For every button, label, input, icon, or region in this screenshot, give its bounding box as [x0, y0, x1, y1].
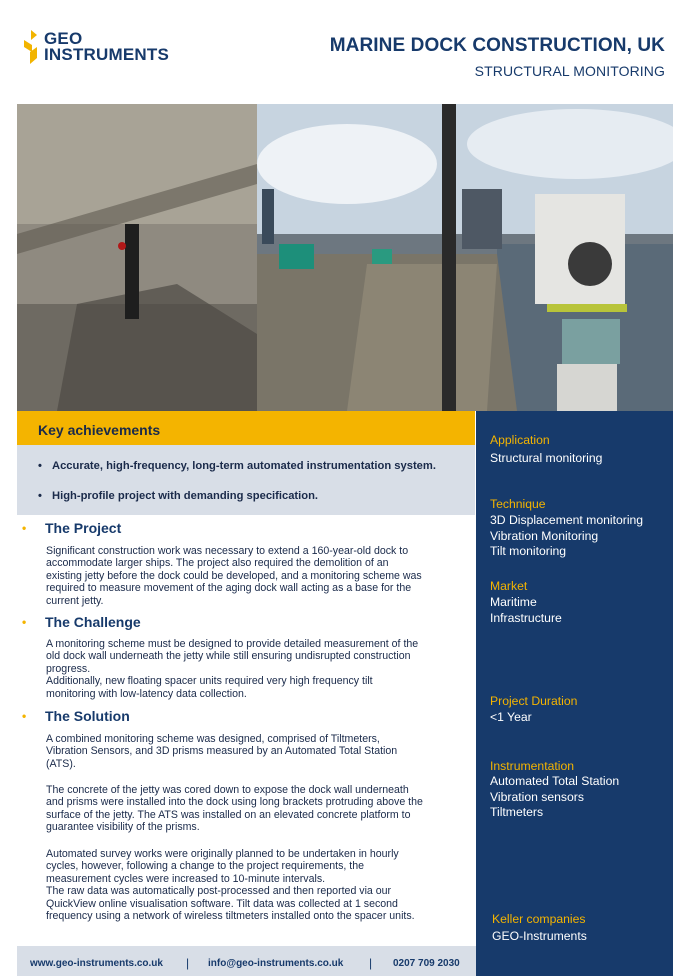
text-line: The concrete of the jetty was cored down to expose the dock wall underneath	[46, 784, 409, 796]
section-heading-text: The Solution	[45, 708, 130, 724]
text-line: The raw data was automatically post-processed and then reported via our	[46, 885, 392, 898]
bullet-icon: •	[22, 521, 27, 535]
text-line: Significant construction work was necessary to extend a 160-year-old dock to	[46, 545, 409, 557]
text-line: and prisms were installed into the dock using long brackets protruding above the	[46, 796, 423, 809]
sidebar-value: Automated Total Station	[490, 774, 620, 788]
text-line: Vibration Sensors, and 3D prisms measured by an Automated Total Station	[46, 745, 398, 758]
sidebar-value: Vibration sensors	[490, 789, 584, 804]
logo-text	[44, 31, 169, 63]
sidebar-values-duration	[490, 710, 532, 726]
footer-phone: 0207 709 2030	[393, 958, 460, 969]
sidebar-values-technique	[490, 513, 643, 560]
project-photo	[17, 104, 673, 411]
solution-paragraph-2	[46, 784, 460, 834]
sidebar-values-keller	[492, 929, 587, 945]
sidebar-value: Vibration Monitoring	[490, 528, 599, 543]
footer-separator: |	[369, 956, 373, 970]
footer-email-link[interactable]: info@geo-instruments.co.uk	[208, 958, 344, 969]
section-heading-text: The Project	[45, 520, 122, 536]
challenge-paragraph	[46, 638, 460, 700]
project-paragraph	[46, 545, 460, 607]
solution-paragraph-1	[46, 733, 460, 770]
logo-mark-icon	[24, 30, 38, 64]
text-line: current jetty.	[46, 594, 104, 607]
sidebar-values-market	[490, 595, 562, 626]
footer-separator: |	[186, 956, 190, 970]
section-heading-challenge	[22, 614, 141, 630]
sidebar-label-keller: Keller companies	[492, 912, 586, 926]
text-line: cycles, however, following a change to the project requirements, the	[46, 860, 364, 873]
section-heading-project	[22, 520, 121, 536]
text-line: (ATS).	[46, 757, 76, 770]
section-heading-text: The Challenge	[45, 614, 141, 630]
company-logo	[24, 30, 169, 64]
key-achievements-title: Key achievements	[38, 422, 161, 438]
achievement-text: Accurate, high-frequency, long-term automated instrumentation system.	[52, 460, 436, 472]
bullet-icon: •	[38, 490, 42, 502]
sidebar-label-application: Application	[490, 433, 550, 447]
sidebar-values-instrumentation	[490, 774, 619, 821]
text-line: progress.	[46, 662, 91, 675]
document-title: MARINE DOCK CONSTRUCTION, UK	[329, 35, 665, 56]
document-subtitle: STRUCTURAL MONITORING	[474, 63, 665, 79]
sidebar-label-instrumentation: Instrumentation	[490, 759, 575, 773]
logo-line-2: INSTRUMENTS	[44, 45, 169, 64]
text-line: accommodate larger ships. The project also required the demolition of an	[46, 557, 389, 570]
text-line: guarantee visibility of the prisms.	[46, 821, 200, 834]
sidebar-value: Tilt monitoring	[490, 544, 567, 558]
text-line: Automated survey works were originally planned to be undertaken in hourly	[46, 848, 399, 860]
text-line: A combined monitoring scheme was designed, comprised of Tiltmeters,	[46, 733, 380, 745]
sidebar-label-duration: Project Duration	[490, 694, 578, 708]
footer-website-link[interactable]: www.geo-instruments.co.uk	[30, 958, 163, 969]
sidebar-value: 3D Displacement monitoring	[490, 513, 644, 527]
text-line: frequency using a network of wireless tiltmeters installed onto the spacer units.	[46, 910, 415, 923]
logo-line-1: GEO	[44, 29, 83, 48]
sidebar-label-technique: Technique	[490, 497, 546, 511]
text-line: Additionally, new floating spacer units required very high frequency tilt	[46, 675, 373, 688]
sidebar-label-market: Market	[490, 579, 528, 593]
text-line: surface of the jetty. The ATS was installed on an elevated concrete platform to	[46, 808, 411, 821]
sidebar-value: Maritime	[490, 595, 537, 609]
text-line: existing jetty before the dock could be developed, and a monitoring scheme was	[46, 569, 422, 582]
text-line: old dock wall underneath the jetty while still ensuring undisrupted construction	[46, 650, 411, 663]
text-line: QuickView online visualisation software. Tilt data was collected at 1 second	[46, 897, 398, 910]
section-heading-solution	[22, 708, 130, 724]
sidebar-value: Tiltmeters	[490, 805, 544, 819]
bullet-icon: •	[38, 460, 42, 472]
bullet-icon: •	[22, 709, 27, 723]
sidebar-value: Structural monitoring	[490, 451, 603, 465]
sidebar-value: GEO-Instruments	[492, 929, 587, 943]
achievement-item	[38, 460, 436, 472]
achievement-text: High-profile project with demanding specification.	[52, 490, 319, 502]
text-line: measurement cycles were increased to 10-minute intervals.	[46, 872, 326, 885]
sidebar-value: Infrastructure	[490, 610, 562, 625]
sidebar-value: <1 Year	[490, 710, 532, 724]
text-line: required to measure movement of the aging dock wall acting as a base for the	[46, 582, 412, 595]
sidebar-values-application	[490, 451, 602, 467]
bullet-icon: •	[22, 615, 27, 629]
text-line: monitoring with low-latency data collection.	[46, 687, 247, 700]
solution-paragraph-3	[46, 848, 460, 922]
achievement-item	[38, 490, 318, 502]
text-line: A monitoring scheme must be designed to provide detailed measurement of the	[46, 638, 419, 650]
